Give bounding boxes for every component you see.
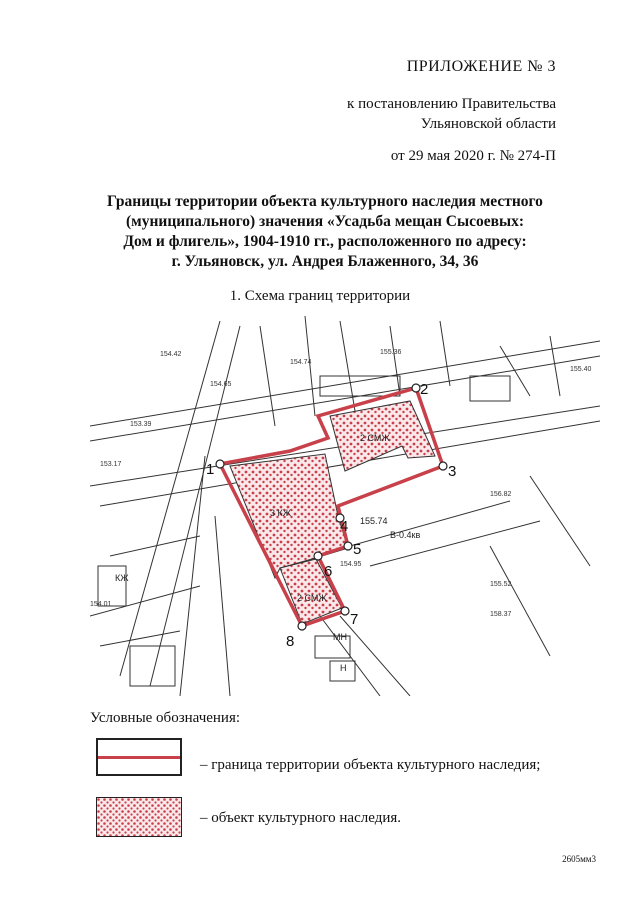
- svg-text:154.95: 154.95: [340, 561, 362, 568]
- building-label: 2 СМЖ: [297, 593, 327, 603]
- building-label: 2 СМЖ: [360, 433, 390, 443]
- svg-text:153.39: 153.39: [130, 421, 152, 428]
- legend-object-pattern: [97, 798, 182, 837]
- reference-line-2: Ульяновской области: [420, 116, 556, 132]
- section-subtitle: 1. Схема границ территории: [229, 288, 411, 304]
- survey-labels: [90, 349, 592, 618]
- title-line: Дом и флигель», 1904-1910 гг., расположенного по адресу:: [123, 233, 527, 250]
- title-line: Границы территории объекта культурного наследия местного: [107, 193, 543, 210]
- point-number: 4: [340, 518, 349, 535]
- legend-object-text: – объект культурного наследия.: [200, 810, 401, 826]
- legend-boundary-line: [98, 756, 180, 759]
- legend-object-symbol: [96, 797, 182, 837]
- point-number: 8: [286, 633, 295, 650]
- point-number: 2: [420, 381, 429, 398]
- title-line: (муниципального) значения «Усадьба мещан Сысоевых:: [125, 213, 524, 230]
- legend-heading: Условные обозначения:: [90, 710, 241, 726]
- svg-text:153.17: 153.17: [100, 461, 122, 468]
- legend-boundary-text: – граница территории объекта культурного наследия;: [200, 757, 541, 773]
- street-label: МН: [333, 632, 347, 642]
- svg-text:154.42: 154.42: [160, 351, 182, 358]
- building-label: 3 КЖ: [270, 508, 292, 518]
- svg-text:156.82: 156.82: [490, 491, 512, 498]
- point-number: 6: [324, 563, 333, 580]
- svg-text:154.01: 154.01: [90, 601, 112, 608]
- street-label: КЖ: [115, 573, 129, 583]
- svg-text:155.40: 155.40: [570, 366, 592, 373]
- svg-text:154.65: 154.65: [210, 381, 232, 388]
- street-label: 155.74: [360, 516, 388, 526]
- appendix-number: ПРИЛОЖЕНИЕ № 3: [406, 58, 556, 75]
- street-label: В-0.4кв: [390, 530, 421, 540]
- svg-text:158.37: 158.37: [490, 611, 512, 618]
- boundary-scheme-map: [90, 316, 600, 696]
- svg-text:155.52: 155.52: [490, 581, 512, 588]
- street-label: Н: [340, 663, 347, 673]
- point-number: 5: [353, 541, 362, 558]
- title-line: г. Ульяновск, ул. Андрея Блаженного, 34, 36: [171, 253, 479, 270]
- document-date: от 29 мая 2020 г. № 274-П: [390, 148, 556, 164]
- point-number: 7: [350, 611, 359, 628]
- legend-boundary-symbol: [96, 738, 182, 776]
- document-code: 2605мм3: [562, 854, 596, 864]
- point-number: 3: [448, 463, 457, 480]
- svg-text:154.74: 154.74: [290, 359, 312, 366]
- point-number: 1: [206, 461, 215, 478]
- document-title: [90, 192, 560, 272]
- reference-line-1: к постановлению Правительства: [347, 96, 556, 112]
- svg-text:155.36: 155.36: [380, 349, 402, 356]
